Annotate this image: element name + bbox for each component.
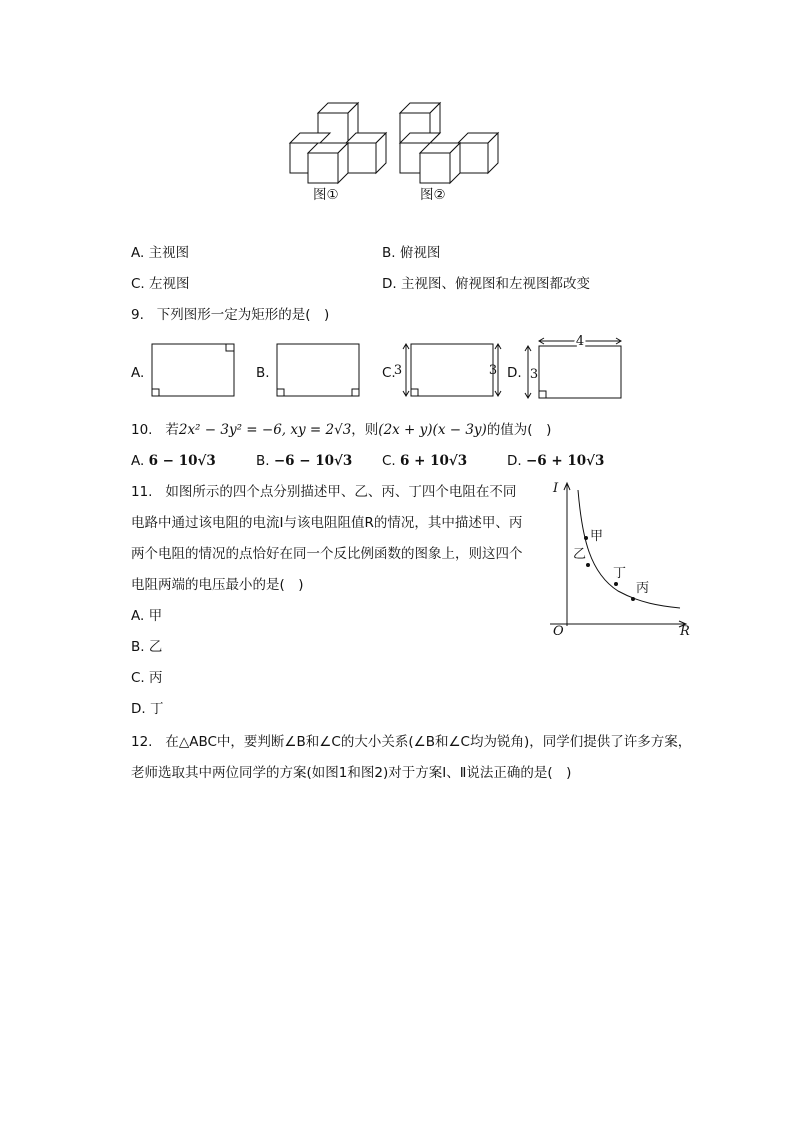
option-text: 甲: [148, 608, 163, 624]
q10-option-a[interactable]: [131, 451, 216, 471]
q11-option-c[interactable]: [131, 668, 163, 688]
option-text: 丙: [149, 670, 163, 686]
option-text: 丁: [149, 701, 164, 717]
option-d[interactable]: [382, 274, 590, 294]
label-ding: 丁: [613, 566, 627, 581]
q10-stem: [131, 420, 551, 440]
origin-label: O: [553, 624, 564, 639]
stem-suffix: 的值为( ): [486, 422, 552, 438]
option-text: 乙: [148, 639, 163, 655]
q11-line-4: 电阻两端的电压最小的是( ): [131, 577, 304, 593]
question-text: 在△ABC中，要判断∠B和∠C的大小关系(∠B和∠C均为锐角)，同学们提供了许多方案，: [165, 734, 692, 750]
option-text: 主视图: [148, 245, 190, 261]
q8-cube-figures: [0, 0, 794, 210]
figure-1-caption: 图①: [313, 187, 339, 203]
question-text: 如图所示的四个点分别描述甲、乙、丙、丁四个电阻在不同: [165, 484, 517, 500]
q10-option-c[interactable]: [382, 451, 467, 471]
option-letter: A.: [131, 608, 145, 624]
q9-figure-c: [403, 344, 501, 396]
q11-option-b[interactable]: [131, 637, 162, 657]
option-letter: A.: [131, 453, 145, 469]
option-letter: C.: [131, 670, 145, 686]
q9-c-left-length: 3: [393, 363, 403, 378]
q9-option-a-letter[interactable]: A.: [131, 365, 145, 381]
option-letter: D.: [507, 453, 522, 469]
option-text: 左视图: [149, 276, 190, 292]
question-number: 12.: [131, 734, 153, 750]
expression-formula: (2x + y)(x − 3y): [378, 422, 487, 438]
option-value: 6 + 10√3: [400, 453, 468, 469]
q11-line-3: 两个电阻的情况的点恰好在同一个反比例函数的图象上，则这四个: [131, 546, 523, 562]
q9-figure-a: [152, 344, 234, 396]
option-text: 俯视图: [399, 245, 441, 261]
figure-2-caption: 图②: [420, 187, 446, 203]
q10-option-b[interactable]: [256, 451, 352, 471]
point-jia: [584, 536, 588, 540]
question-number: 9.: [131, 307, 144, 323]
option-letter: B.: [382, 245, 396, 261]
q9-figure-b: [277, 344, 359, 396]
condition-formula: 2x² − 3y² = −6, xy = 2√3: [178, 422, 352, 438]
option-letter: C.: [131, 276, 145, 292]
label-jia: 甲: [590, 529, 604, 544]
figure-1-cubes: [290, 103, 386, 183]
option-text: 主视图、俯视图和左视图都改变: [400, 276, 590, 292]
q9-rectangle-figures: [0, 336, 794, 406]
q9-option-b-letter[interactable]: B.: [256, 365, 270, 381]
option-value: −6 + 10√3: [525, 453, 605, 469]
q9-d-top-length: 4: [575, 334, 585, 349]
question-text: 下列图形一定为矩形的是( ): [156, 307, 330, 323]
q11-option-d[interactable]: [131, 699, 163, 719]
q11-line-2: 电路中通过该电阻的电流I与该电阻阻值R的情况，其中描述甲、丙: [131, 515, 523, 531]
option-a[interactable]: [131, 243, 189, 263]
q11-resistance-graph: [0, 478, 794, 638]
y-axis-label: I: [553, 481, 559, 496]
q12-line-1: [131, 732, 691, 752]
point-bing: [631, 597, 635, 601]
option-letter: D.: [131, 701, 146, 717]
label-yi: 乙: [573, 547, 587, 562]
option-b[interactable]: [382, 243, 440, 263]
q9-option-c-letter[interactable]: C.: [382, 365, 396, 381]
option-letter: C.: [382, 453, 396, 469]
q9-stem: [131, 305, 329, 325]
option-letter: B.: [131, 639, 145, 655]
option-value: 6 − 10√3: [148, 453, 216, 469]
stem-prefix: 若: [165, 422, 179, 438]
option-value: −6 − 10√3: [273, 453, 353, 469]
option-letter: A.: [131, 245, 145, 261]
q9-d-left-length: 3: [529, 367, 539, 382]
question-number: 10.: [131, 422, 153, 438]
x-axis-label: R: [680, 624, 690, 639]
point-yi: [586, 563, 590, 567]
q12-line-2: 老师选取其中两位同学的方案(如图1和图2)对于方案Ⅰ、Ⅱ说法正确的是( ): [131, 765, 572, 781]
q9-figure-d: [525, 338, 621, 398]
inverse-proportion-curve: [578, 490, 680, 608]
label-bing: 丙: [636, 581, 650, 596]
option-letter: D.: [382, 276, 397, 292]
point-ding: [614, 582, 618, 586]
q9-c-right-length: 3: [488, 363, 498, 378]
option-letter: B.: [256, 453, 270, 469]
q9-option-d-letter[interactable]: D.: [507, 365, 522, 381]
option-c[interactable]: [131, 274, 190, 294]
stem-mid: ，则: [351, 422, 379, 438]
figure-2-cubes: [400, 103, 498, 183]
q10-option-d[interactable]: [507, 451, 604, 471]
question-number: 11.: [131, 484, 153, 500]
